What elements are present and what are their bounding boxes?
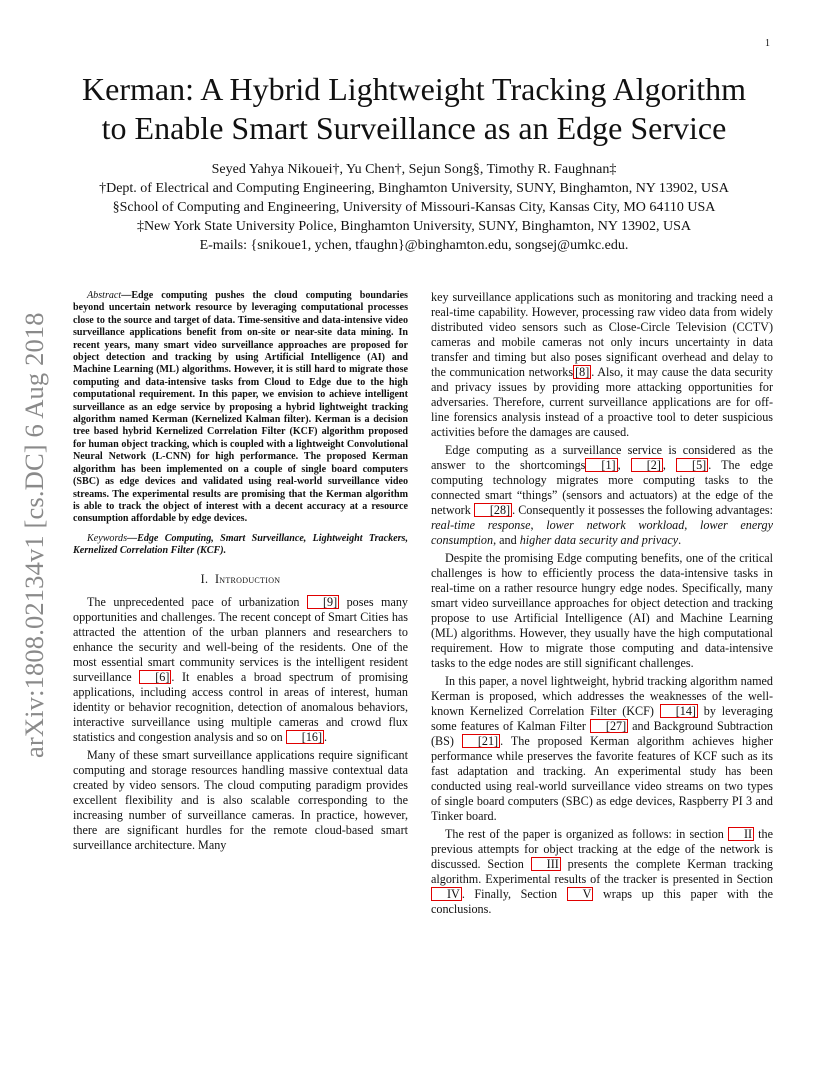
text-run: the previous attempts for object tracking at the edge of the network is discussed. Section	[431, 827, 773, 871]
section-heading-introduction	[73, 572, 408, 587]
affiliation-2: §School of Computing and Engineering, University of Missouri-Kansas City, Kansas City, MO 64110 USA	[112, 200, 716, 215]
section-ref-link[interactable]: IV	[431, 887, 462, 901]
abstract-text: —Edge computing pushes the cloud computing boundaries beyond uncertain network resource by leveraging computational processes close to the source and target of data. Time-sensitive and data-intensive video surveillance applications benefit from on-site or near-site data mining. In recent years, many smart video surveillance approaches are proposed for object detection and tracking by using Artificial Intelligence (AI) and Machine Learning (ML) algorithms. However, it is still hard to migrate those computing and data-intensive tasks from Cloud to Edge due to the high computational requirement. In this paper, we envision to achieve intelligent surveillance as an edge service by proposing a hybrid lightweight tracking algorithm named Kerman (Kernelized Kalman filter). Kerman is a decision tree based hybrid Kernelized Correlation Filter (KCF) algorithm proposed for human object tracking, which is coupled with a lightweight Convolutional Neural Network (L-CNN) for high performance. The proposed Kerman algorithm has been implemented on a couple of single board computers (SBC) as edge devices and validated using real-world surveillance video streams. The experimental results are promising that the Kerman algorithm is able to track the object of interest with a decent accuracy at a resource consumption affordable by edge devices.	[73, 290, 408, 525]
citation-link[interactable]: [14]	[660, 704, 698, 718]
citation-link[interactable]: [9]	[307, 595, 339, 609]
text-run: ,	[617, 458, 631, 472]
arxiv-stamp: arXiv:1808.02134v1 [cs.DC] 6 Aug 2018	[19, 312, 49, 758]
intro-paragraph-1	[73, 595, 408, 745]
right-column	[431, 290, 773, 917]
intro-paragraph-2: Many of these smart surveillance applications require significant computing and storage resources handling massive contextual data created by video sensors. The cloud computing paradigm provides excellent flexibility and is also scalable corresponding to the increasing number of surveillance cameras. In practice, however, there are significant hurdles for the remote cloud-based smart surveillance architecture. Many	[73, 747, 408, 852]
paper-title	[40, 70, 788, 148]
abstract	[73, 290, 408, 526]
title-line-1: Kerman: A Hybrid Lightweight Tracking Algorithm	[82, 71, 746, 107]
text-run: . Also, it may cause the data security and privacy issues by providing more attacking opportunities for adversaries. Therefore, current surveillance applications are for off-line forensics analysis instead of a proactive tool to deter suspicious activities before the damages are caused.	[431, 365, 773, 439]
left-column	[73, 290, 408, 853]
text-run: ,	[662, 458, 677, 472]
text-run: wraps up this paper with the conclusions.	[431, 887, 773, 916]
right-paragraph-3: Despite the promising Edge computing benefits, one of the critical challenges is how to efficiently process the data-intensive tasks in real-time on a rather resource hungry edge nodes. Specifically, many smart video surveillance approaches for object detection and tracking propose to use Artificial Intelligence (AI) and Machine Learning (ML) algorithms. However, they usually have the high computational requirement. How to migrate those computing and data-intensive tasks to the edge nodes are still significant challenges.	[431, 551, 773, 670]
citation-link[interactable]: [5]	[676, 458, 708, 472]
citation-link[interactable]: [21]	[462, 734, 500, 748]
italic-run: lower network workload	[546, 518, 685, 532]
title-line-2: to Enable Smart Surveillance as an Edge Service	[101, 110, 727, 146]
page-number: 1	[765, 38, 770, 49]
text-run: by leveraging some features of Kalman Filter	[431, 704, 773, 733]
section-ref-link[interactable]: III	[531, 857, 561, 871]
text-run: The unprecedented pace of urbanization	[87, 594, 307, 609]
right-paragraph-4	[431, 674, 773, 824]
abstract-label: Abstract	[87, 290, 122, 301]
emails: E-mails: {snikoue1, ychen, tfaughn}@binghamton.edu, songsej@umkc.edu.	[199, 238, 629, 253]
italic-run: real-time response	[431, 518, 531, 532]
text-run: Edge computing as a surveillance service is considered as the answer to the shortcomings	[431, 443, 773, 472]
author-block	[40, 160, 788, 255]
citation-link[interactable]: [8]	[575, 365, 590, 379]
right-paragraph-2	[431, 443, 773, 548]
text-run: presents the complete Kerman tracking algorithm. Experimental results of the tracker is presented in Section	[431, 857, 773, 886]
keywords	[73, 533, 408, 558]
text-run: poses many opportunities and challenges. The recent concept of Smart Cities has attracted the attention of the urban planners and researchers to enhance the security and well-being of the residents. One of the most essential smart community services is the intelligent resident surveillance	[73, 594, 408, 684]
section-ref-link[interactable]: II	[728, 827, 754, 841]
text-run: key surveillance applications such as monitoring and tracking need a real-time capability. However, processing raw video data from widely distributed video sensors such as Close-Circle Television (CCTV) cameras and mobile cameras not only incurs uncertainty in data transfer and timing but also poses significant overhead and delay to the communication networks	[431, 290, 773, 379]
section-title: Introduction	[214, 571, 281, 586]
section-ref-link[interactable]: V	[567, 887, 594, 901]
text-run: .	[324, 729, 328, 744]
text-run: . The edge computing technology migrates more computing tasks to the connected smart “things” (sensors and actuators) at the edge of the network	[431, 458, 774, 517]
keywords-label: Keywords	[87, 532, 128, 544]
italic-run: lower energy consumption	[431, 518, 773, 547]
citation-link[interactable]: [1]	[585, 458, 617, 472]
text-run: ,	[530, 518, 547, 532]
text-run: . Finally, Section	[461, 887, 567, 901]
text-run: .	[678, 533, 682, 547]
right-paragraph-1	[431, 290, 773, 440]
italic-run: higher data security and privacy	[519, 533, 679, 547]
citation-link[interactable]: [28]	[474, 503, 512, 517]
text-run: . The proposed Kerman algorithm achieves higher performance while preserves the favorite features of KCF such as its fast adaptation and tracking. An experimental study has been conducted using real-world surveillance video streams on two types of single board computers (SBC) as edge devices, Raspberry PI 3 and Tinker board.	[431, 734, 773, 823]
keywords-text: —Edge Computing, Smart Surveillance, Lightweight Trackers, Kernelized Correlation Filter (KCF).	[73, 532, 408, 557]
text-run: The rest of the paper is organized as follows: in section	[445, 827, 728, 841]
text-run: . It enables a broad spectrum of promising applications, including access control in areas of interest, human identity or behavior recognition, detection of anomalous behaviors, interactive surveillance using multiple cameras and crowd flux statistics and congestion analysis and so on	[73, 669, 408, 744]
citation-link[interactable]: [6]	[139, 670, 171, 684]
citation-link[interactable]: [2]	[631, 458, 663, 472]
citation-link[interactable]: [16]	[286, 730, 324, 744]
section-number: I.	[200, 571, 209, 586]
text-run: ,	[684, 518, 701, 532]
affiliation-1: †Dept. of Electrical and Computing Engineering, Binghamton University, SUNY, Binghamton, NY 13902, USA	[99, 181, 729, 196]
text-run: In this paper, a novel lightweight, hybrid tracking algorithm named Kerman is proposed, which addresses the weaknesses of the well-known Kernelized Correlation Filter (KCF)	[431, 674, 773, 718]
text-run: . Consequently it possesses the following advantages:	[512, 503, 773, 517]
affiliation-3: ‡New York State University Police, Binghamton University, SUNY, Binghamton, NY 13902, USA	[136, 219, 692, 234]
citation-link[interactable]: [27]	[590, 719, 628, 733]
author-list: Seyed Yahya Nikouei†, Yu Chen†, Sejun Song§, Timothy R. Faughnan‡	[211, 162, 617, 177]
text-run: , and	[493, 533, 520, 547]
text-run: and Background Subtraction (BS)	[431, 719, 773, 748]
right-paragraph-5	[431, 827, 773, 917]
